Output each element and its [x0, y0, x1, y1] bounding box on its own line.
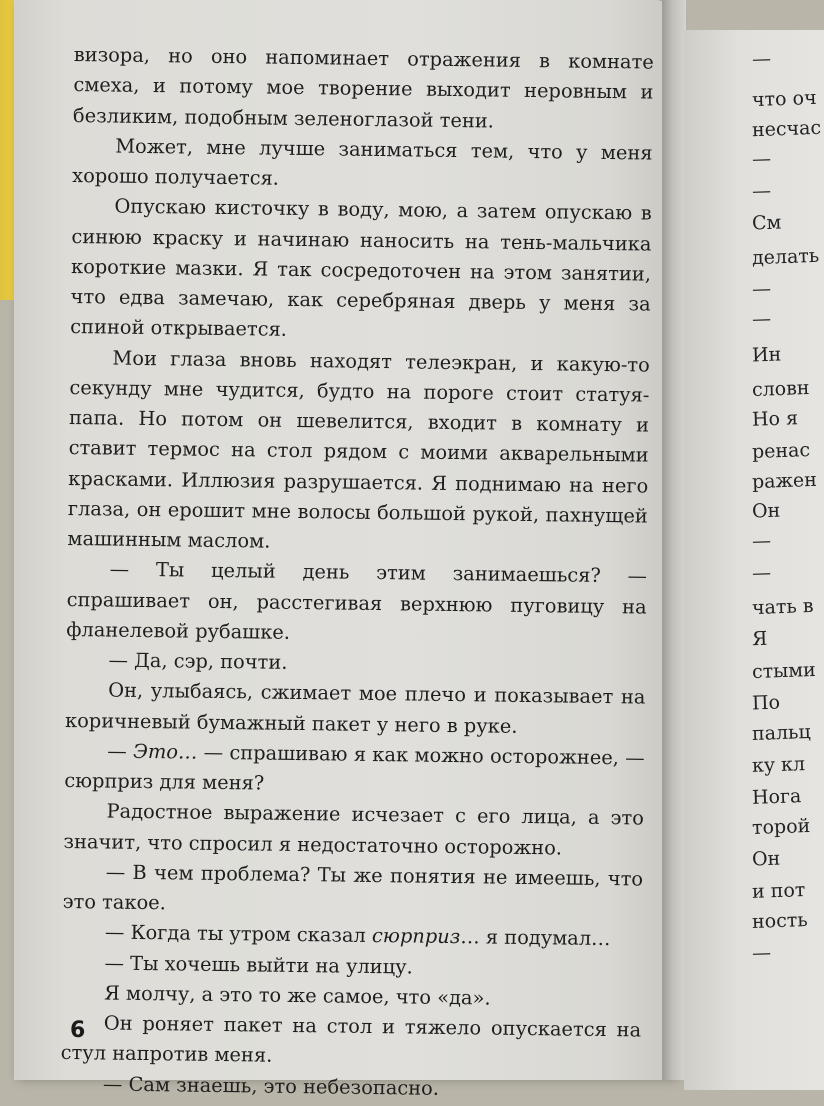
right-page-line: несчас: [751, 116, 822, 142]
right-page-line: См: [751, 211, 782, 235]
paragraph: [63, 796, 644, 864]
paragraph: [66, 554, 647, 652]
paragraph: [70, 191, 652, 350]
right-page-line: Нога: [751, 785, 802, 809]
paragraph: [72, 131, 653, 199]
text-run: — Сам знаешь, это небезопасно.: [102, 1071, 440, 1100]
right-page-line: ражен: [751, 468, 818, 494]
right-page-line: торой: [751, 814, 811, 840]
right-page-line: Ин: [751, 343, 782, 367]
right-page-line: —: [751, 47, 772, 71]
right-page-line: делать: [751, 244, 820, 270]
text-run: Опускаю кисточку в воду, мою, а затем опускаю в синюю краску и начинаю наносить на тень-мальчика короткие мазки. Я так сосредоточен на этом занятии, что едва замечаю, как серебряная дверь у меня за спиной открывается.: [70, 194, 652, 342]
right-book-page: [684, 30, 824, 1090]
paragraph: [67, 342, 650, 561]
italic-text: Это…: [132, 739, 198, 764]
text-run: Может, мне лучше заниматься тем, что у меня хорошо получается.: [72, 134, 653, 190]
paragraph: [65, 675, 646, 743]
right-page-line: —: [751, 941, 772, 965]
right-page-line: Я: [751, 627, 768, 651]
text-run: … я подумал…: [460, 925, 611, 951]
right-page-line: —: [751, 179, 772, 203]
right-page-line: —: [751, 277, 772, 301]
text-run: — Ты хочешь выйти на улицу.: [104, 950, 413, 979]
right-page-line: —: [751, 561, 772, 585]
right-page-line: пальц: [751, 720, 811, 746]
right-page-line: По: [751, 691, 781, 715]
paragraph: [64, 736, 645, 804]
right-page-line: ренас: [751, 438, 811, 464]
right-page-line: —: [751, 147, 772, 171]
text-run: Радостное выражение исчезает с его лица, а это значит, что спросил я недостаточно осторожно.: [63, 799, 645, 859]
paragraph: [61, 1008, 642, 1076]
right-page-line: стыми: [751, 658, 817, 684]
right-page-line: —: [751, 307, 772, 331]
right-page-line: Он: [751, 847, 781, 871]
right-page-line: Он: [751, 499, 781, 523]
right-page-line: Но я: [751, 407, 799, 431]
book-gutter: [662, 0, 686, 1080]
right-page-line: что оч: [751, 86, 817, 112]
right-page-line: —: [751, 529, 772, 553]
text-run: визора, но оно напоминает отражения в комнате смеха, и потому мое творение выходит неровным и безликим, подобным зеленоглазой тени.: [72, 42, 654, 133]
paragraph: [73, 40, 654, 138]
page-text: [60, 40, 654, 1106]
right-page-line: ку кл: [751, 753, 806, 777]
text-run: — В чем проблема? Ты же понятия не имеешь, что это такое.: [62, 860, 644, 915]
text-run: Мои глаза вновь находят телеэкран, и какую-то секунду мне чудится, будто на пороге стоит статуя-папа. Но потом он шевелится, входит в комнату и ставит термос на стол рядом с моими акварельными красками. Иллюзия разрушается. Я поднимаю на него глаза, он ерошит мне волосы большой рукой, пахнущей машинным маслом.: [67, 346, 650, 553]
page-number: 6: [70, 1018, 86, 1043]
paragraph: [60, 1068, 640, 1106]
italic-text: сюрприз: [371, 924, 461, 949]
text-run: — Ты целый день этим занимаешься? — спрашивает он, расстегивая верхнюю пуговицу на фланелевой рубашке.: [66, 557, 648, 644]
text-run: Он, улыбаясь, сжимает мое плечо и показывает на коричневый бумажный пакет у него в руке.: [64, 678, 646, 738]
right-page-line: чать в: [751, 594, 814, 620]
text-run: — Когда ты утром сказал: [104, 920, 373, 948]
text-run: Он роняет пакет на стол и тяжело опускается на стул напротив меня.: [60, 1011, 642, 1067]
text-run: Я молчу, а это то же самое, что «да».: [104, 981, 491, 1010]
right-page-line: словн: [751, 377, 810, 401]
text-run: — Да, сэр, почти.: [108, 648, 288, 674]
right-page-line: и пот: [751, 879, 806, 903]
paragraph: [63, 857, 644, 925]
text-run: — спрашиваю я как можно осторожнее, — сюрприз для меня?: [64, 740, 645, 795]
text-run: —: [107, 739, 134, 763]
right-page-line: ность: [751, 909, 808, 933]
